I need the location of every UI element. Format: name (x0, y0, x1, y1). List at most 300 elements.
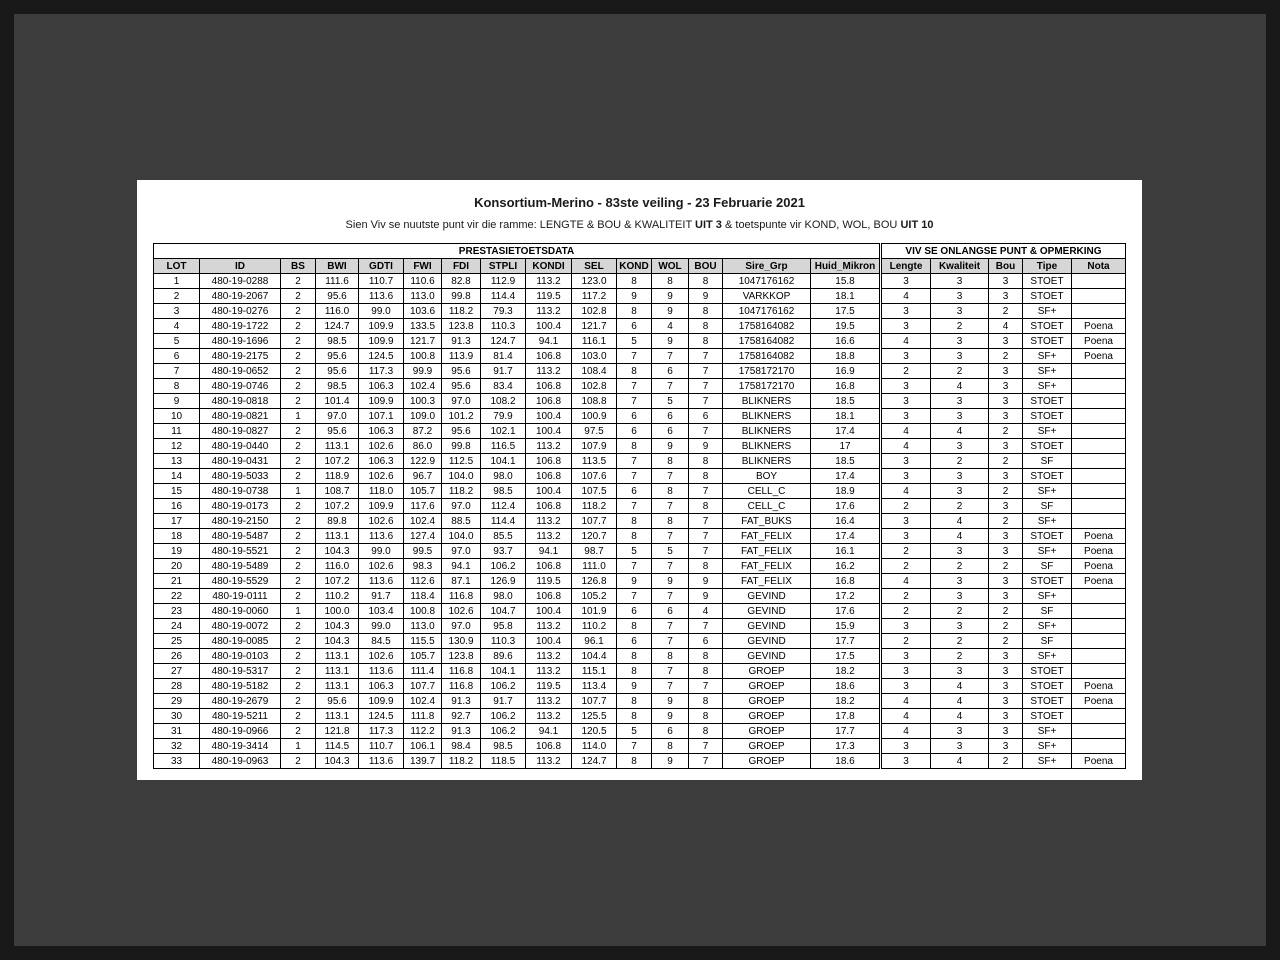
table-cell-kwaliteit: 3 (931, 544, 989, 559)
table-cell-lot: 12 (154, 439, 200, 454)
table-cell-stpli: 91.7 (481, 694, 526, 709)
table-cell-gdti: 113.6 (359, 754, 404, 769)
table-cell-bs: 2 (281, 499, 316, 514)
table-cell-fdi: 91.3 (442, 334, 481, 349)
table-cell-lengte: 3 (881, 274, 931, 289)
table-cell-kond: 7 (617, 379, 652, 394)
table-cell-bou: 3 (989, 544, 1023, 559)
table-cell-bou: 8 (689, 469, 723, 484)
table-cell-lot: 16 (154, 499, 200, 514)
table-cell-kondi: 106.8 (526, 499, 572, 514)
table-cell-sire-grp: BLIKNERS (723, 394, 811, 409)
table-cell-bou: 8 (689, 724, 723, 739)
table-cell-sel: 113.4 (572, 679, 617, 694)
table-cell-lot: 8 (154, 379, 200, 394)
table-cell-kond: 8 (617, 514, 652, 529)
table-cell-lengte: 4 (881, 694, 931, 709)
table-cell-fwi: 113.0 (404, 289, 442, 304)
table-cell-tipe: SF+ (1023, 349, 1072, 364)
table-cell-lengte: 4 (881, 334, 931, 349)
table-cell-lot: 20 (154, 559, 200, 574)
table-cell-gdti: 91.7 (359, 589, 404, 604)
table-cell-bou: 9 (689, 289, 723, 304)
column-header-bou: BOU (689, 259, 723, 274)
column-header-kwaliteit: Kwaliteit (931, 259, 989, 274)
table-cell-id: 480-19-0821 (200, 409, 281, 424)
table-cell-kondi: 100.4 (526, 484, 572, 499)
table-cell-fdi: 116.8 (442, 664, 481, 679)
table-row (154, 649, 1126, 664)
table-cell-nota: Poena (1072, 334, 1126, 349)
table-cell-stpli: 114.4 (481, 514, 526, 529)
table-cell-fdi: 123.8 (442, 319, 481, 334)
table-cell-lengte: 3 (881, 319, 931, 334)
table-cell-bs: 2 (281, 724, 316, 739)
table-cell-tipe: STOET (1023, 664, 1072, 679)
table-cell-lengte: 3 (881, 529, 931, 544)
table-cell-tipe: SF+ (1023, 514, 1072, 529)
table-cell-nota: Poena (1072, 754, 1126, 769)
table-cell-bs: 2 (281, 454, 316, 469)
table-cell-wol: 9 (652, 574, 689, 589)
table-cell-lengte: 3 (881, 469, 931, 484)
table-cell-lot: 23 (154, 604, 200, 619)
table-cell-fwi: 112.2 (404, 724, 442, 739)
table-cell-gdti: 117.3 (359, 724, 404, 739)
table-cell-sire-grp: CELL_C (723, 484, 811, 499)
table-cell-bou: 8 (689, 304, 723, 319)
table-cell-stpli: 81.4 (481, 349, 526, 364)
table-cell-id: 480-19-5182 (200, 679, 281, 694)
table-cell-fdi: 130.9 (442, 634, 481, 649)
table-cell-fdi: 95.6 (442, 364, 481, 379)
table-cell-bwi: 110.2 (316, 589, 359, 604)
table-cell-huid-mikron: 17 (811, 439, 881, 454)
table-cell-bs: 2 (281, 424, 316, 439)
table-cell-kwaliteit: 3 (931, 409, 989, 424)
table-cell-kwaliteit: 2 (931, 364, 989, 379)
table-cell-sel: 111.0 (572, 559, 617, 574)
table-cell-bou: 3 (989, 409, 1023, 424)
table-cell-bwi: 95.6 (316, 424, 359, 439)
table-cell-kond: 6 (617, 634, 652, 649)
table-cell-bou: 7 (689, 364, 723, 379)
table-cell-bou: 7 (689, 739, 723, 754)
table-cell-stpli: 106.2 (481, 709, 526, 724)
table-cell-stpli: 95.8 (481, 619, 526, 634)
table-cell-sire-grp: FAT_FELIX (723, 574, 811, 589)
table-cell-gdti: 102.6 (359, 559, 404, 574)
table-cell-nota (1072, 634, 1126, 649)
table-cell-bwi: 101.4 (316, 394, 359, 409)
table-cell-bs: 2 (281, 544, 316, 559)
table-row (154, 754, 1126, 769)
table-cell-stpli: 106.2 (481, 679, 526, 694)
table-cell-lot: 13 (154, 454, 200, 469)
table-cell-tipe: SF (1023, 559, 1072, 574)
table-cell-bou: 8 (689, 334, 723, 349)
table-cell-id: 480-19-0746 (200, 379, 281, 394)
table-cell-kwaliteit: 3 (931, 664, 989, 679)
column-header-lengte: Lengte (881, 259, 931, 274)
table-cell-huid-mikron: 16.8 (811, 574, 881, 589)
table-cell-lengte: 2 (881, 364, 931, 379)
table-row (154, 559, 1126, 574)
table-cell-wol: 8 (652, 739, 689, 754)
table-cell-lot: 3 (154, 304, 200, 319)
table-cell-bs: 2 (281, 634, 316, 649)
table-cell-bou: 7 (689, 514, 723, 529)
table-row (154, 709, 1126, 724)
table-cell-kondi: 113.2 (526, 619, 572, 634)
table-cell-kwaliteit: 3 (931, 304, 989, 319)
table-cell-kwaliteit: 4 (931, 514, 989, 529)
table-cell-wol: 7 (652, 469, 689, 484)
subtitle-text: & toetspunte vir KOND, WOL, BOU (721, 219, 901, 231)
table-row (154, 529, 1126, 544)
table-cell-wol: 9 (652, 754, 689, 769)
table-cell-fwi: 98.3 (404, 559, 442, 574)
table-cell-fwi: 111.4 (404, 664, 442, 679)
table-head (154, 244, 1126, 274)
column-header-bwi: BWI (316, 259, 359, 274)
table-cell-nota (1072, 484, 1126, 499)
table-cell-bs: 2 (281, 619, 316, 634)
table-cell-sel: 120.5 (572, 724, 617, 739)
table-cell-fdi: 98.4 (442, 739, 481, 754)
table-cell-fwi: 100.3 (404, 394, 442, 409)
table-cell-bou: 9 (689, 439, 723, 454)
table-cell-bou: 9 (689, 589, 723, 604)
table-cell-lot: 14 (154, 469, 200, 484)
table-cell-bs: 2 (281, 679, 316, 694)
table-cell-kwaliteit: 3 (931, 394, 989, 409)
table-cell-huid-mikron: 17.4 (811, 529, 881, 544)
table-cell-stpli: 79.3 (481, 304, 526, 319)
table-cell-lengte: 4 (881, 289, 931, 304)
table-cell-tipe: SF+ (1023, 304, 1072, 319)
table-cell-fdi: 116.8 (442, 589, 481, 604)
table-cell-huid-mikron: 15.8 (811, 274, 881, 289)
table-cell-fwi: 110.6 (404, 274, 442, 289)
table-cell-fwi: 127.4 (404, 529, 442, 544)
table-cell-id: 480-19-0103 (200, 649, 281, 664)
table-cell-fwi: 103.6 (404, 304, 442, 319)
table-cell-gdti: 109.9 (359, 499, 404, 514)
table-cell-lot: 6 (154, 349, 200, 364)
table-cell-fwi: 99.9 (404, 364, 442, 379)
table-cell-nota (1072, 499, 1126, 514)
column-header-fwi: FWI (404, 259, 442, 274)
table-cell-bs: 2 (281, 439, 316, 454)
table-cell-fwi: 107.7 (404, 679, 442, 694)
table-cell-gdti: 99.0 (359, 619, 404, 634)
table-cell-kwaliteit: 2 (931, 559, 989, 574)
table-cell-bwi: 111.6 (316, 274, 359, 289)
table-cell-lengte: 4 (881, 439, 931, 454)
table-cell-sire-grp: GROEP (723, 679, 811, 694)
table-cell-bou: 3 (989, 664, 1023, 679)
table-cell-bou: 7 (689, 379, 723, 394)
table-cell-gdti: 113.6 (359, 529, 404, 544)
table-cell-nota (1072, 664, 1126, 679)
table-cell-bou: 7 (689, 424, 723, 439)
table-cell-fwi: 109.0 (404, 409, 442, 424)
table-cell-fdi: 95.6 (442, 379, 481, 394)
column-header-nota: Nota (1072, 259, 1126, 274)
table-cell-gdti: 109.9 (359, 319, 404, 334)
table-cell-tipe: SF+ (1023, 364, 1072, 379)
table-cell-bwi: 107.2 (316, 454, 359, 469)
table-cell-sel: 100.9 (572, 409, 617, 424)
table-cell-sel: 107.7 (572, 694, 617, 709)
table-cell-fwi: 115.5 (404, 634, 442, 649)
table-cell-bou: 2 (989, 604, 1023, 619)
table-cell-nota (1072, 394, 1126, 409)
table-cell-bwi: 104.3 (316, 619, 359, 634)
table-cell-bwi: 104.3 (316, 754, 359, 769)
table-cell-sire-grp: BLIKNERS (723, 409, 811, 424)
table-cell-kond: 6 (617, 409, 652, 424)
table-cell-wol: 7 (652, 664, 689, 679)
table-cell-stpli: 104.1 (481, 664, 526, 679)
table-cell-id: 480-19-0111 (200, 589, 281, 604)
table-cell-gdti: 106.3 (359, 679, 404, 694)
table-cell-kondi: 113.2 (526, 364, 572, 379)
table-cell-stpli: 104.7 (481, 604, 526, 619)
table-cell-huid-mikron: 16.9 (811, 364, 881, 379)
table-cell-huid-mikron: 18.9 (811, 484, 881, 499)
table-cell-tipe: SF+ (1023, 724, 1072, 739)
table-cell-tipe: STOET (1023, 679, 1072, 694)
table-cell-tipe: SF (1023, 634, 1072, 649)
table-cell-kondi: 113.2 (526, 529, 572, 544)
table-cell-huid-mikron: 16.8 (811, 379, 881, 394)
table-cell-wol: 8 (652, 514, 689, 529)
table-cell-fdi: 97.0 (442, 499, 481, 514)
table-cell-kondi: 106.8 (526, 454, 572, 469)
table-row (154, 424, 1126, 439)
table-cell-tipe: STOET (1023, 694, 1072, 709)
table-cell-fwi: 112.6 (404, 574, 442, 589)
table-cell-kwaliteit: 2 (931, 634, 989, 649)
table-cell-kwaliteit: 4 (931, 529, 989, 544)
table-cell-sire-grp: BLIKNERS (723, 454, 811, 469)
column-header-row (154, 259, 1126, 274)
table-cell-stpli: 124.7 (481, 334, 526, 349)
table-cell-lengte: 3 (881, 679, 931, 694)
table-cell-fdi: 123.8 (442, 649, 481, 664)
table-cell-sel: 103.0 (572, 349, 617, 364)
table-row (154, 589, 1126, 604)
table-cell-bs: 2 (281, 649, 316, 664)
table-cell-bwi: 95.6 (316, 289, 359, 304)
table-cell-nota (1072, 274, 1126, 289)
table-cell-kond: 7 (617, 499, 652, 514)
table-cell-nota (1072, 514, 1126, 529)
table-cell-sel: 105.2 (572, 589, 617, 604)
table-cell-sel: 114.0 (572, 739, 617, 754)
table-cell-bou: 3 (989, 739, 1023, 754)
table-cell-fdi: 101.2 (442, 409, 481, 424)
table-cell-lengte: 4 (881, 484, 931, 499)
table-cell-bou: 3 (989, 724, 1023, 739)
table-cell-fdi: 82.8 (442, 274, 481, 289)
table-cell-bou: 2 (989, 559, 1023, 574)
table-cell-huid-mikron: 17.2 (811, 589, 881, 604)
table-cell-kondi: 113.2 (526, 694, 572, 709)
table-cell-bou: 3 (989, 394, 1023, 409)
table-cell-nota (1072, 454, 1126, 469)
table-cell-kondi: 113.2 (526, 649, 572, 664)
table-cell-kond: 8 (617, 439, 652, 454)
table-row (154, 304, 1126, 319)
table-cell-kond: 7 (617, 739, 652, 754)
table-cell-tipe: STOET (1023, 394, 1072, 409)
table-cell-fdi: 116.8 (442, 679, 481, 694)
column-header-kondi: KONDI (526, 259, 572, 274)
table-cell-kwaliteit: 3 (931, 589, 989, 604)
table-cell-fdi: 97.0 (442, 394, 481, 409)
table-cell-gdti: 109.9 (359, 694, 404, 709)
table-cell-bou: 7 (689, 619, 723, 634)
table-cell-bou: 8 (689, 319, 723, 334)
table-cell-tipe: SF+ (1023, 754, 1072, 769)
document-title: Konsortium-Merino - 83ste veiling - 23 Februarie 2021 (474, 195, 805, 210)
table-cell-lot: 9 (154, 394, 200, 409)
table-cell-bwi: 95.6 (316, 349, 359, 364)
table-cell-sel: 108.4 (572, 364, 617, 379)
table-cell-sire-grp: VARKKOP (723, 289, 811, 304)
table-cell-bou: 8 (689, 649, 723, 664)
table-cell-bs: 2 (281, 334, 316, 349)
table-cell-gdti: 124.5 (359, 349, 404, 364)
table-cell-kondi: 119.5 (526, 679, 572, 694)
group-header-viv-se-onlangse-punt-opmerking: VIV SE ONLANGSE PUNT & OPMERKING (881, 244, 1126, 259)
table-cell-tipe: SF+ (1023, 589, 1072, 604)
table-cell-sire-grp: 1758172170 (723, 379, 811, 394)
table-cell-kond: 8 (617, 529, 652, 544)
table-cell-lot: 27 (154, 664, 200, 679)
table-cell-stpli: 110.3 (481, 319, 526, 334)
table-cell-sel: 107.5 (572, 484, 617, 499)
table-cell-gdti: 102.6 (359, 469, 404, 484)
table-cell-sire-grp: 1758164082 (723, 319, 811, 334)
table-cell-lot: 2 (154, 289, 200, 304)
table-cell-nota (1072, 739, 1126, 754)
table-cell-kond: 7 (617, 589, 652, 604)
table-row (154, 574, 1126, 589)
table-cell-lengte: 2 (881, 634, 931, 649)
table-cell-kondi: 119.5 (526, 289, 572, 304)
table-cell-bs: 2 (281, 514, 316, 529)
table-cell-bou: 8 (689, 559, 723, 574)
table-cell-lot: 24 (154, 619, 200, 634)
table-cell-fwi: 105.7 (404, 649, 442, 664)
table-cell-id: 480-19-1722 (200, 319, 281, 334)
table-cell-nota (1072, 619, 1126, 634)
table-cell-kond: 8 (617, 274, 652, 289)
table-cell-fwi: 121.7 (404, 334, 442, 349)
table-cell-kondi: 100.4 (526, 409, 572, 424)
table-cell-sel: 124.7 (572, 754, 617, 769)
table-cell-bou: 3 (989, 439, 1023, 454)
table-cell-kondi: 113.2 (526, 304, 572, 319)
table-cell-id: 480-19-5489 (200, 559, 281, 574)
table-cell-lot: 1 (154, 274, 200, 289)
table-cell-kwaliteit: 3 (931, 439, 989, 454)
table-cell-wol: 6 (652, 724, 689, 739)
table-cell-lot: 4 (154, 319, 200, 334)
table-row (154, 394, 1126, 409)
column-header-wol: WOL (652, 259, 689, 274)
table-cell-lengte: 2 (881, 559, 931, 574)
table-cell-wol: 6 (652, 409, 689, 424)
table-cell-bs: 2 (281, 319, 316, 334)
table-cell-sel: 113.5 (572, 454, 617, 469)
table-cell-bou: 7 (689, 544, 723, 559)
table-row (154, 439, 1126, 454)
table-cell-bwi: 107.2 (316, 574, 359, 589)
table-cell-huid-mikron: 18.1 (811, 289, 881, 304)
table-cell-lot: 11 (154, 424, 200, 439)
table-row (154, 289, 1126, 304)
table-cell-fdi: 102.6 (442, 604, 481, 619)
table-cell-bs: 2 (281, 664, 316, 679)
table-cell-sire-grp: GEVIND (723, 589, 811, 604)
table-cell-bou: 8 (689, 274, 723, 289)
table-cell-sel: 126.8 (572, 574, 617, 589)
table-cell-bwi: 113.1 (316, 529, 359, 544)
table-cell-huid-mikron: 17.7 (811, 634, 881, 649)
table-cell-bwi: 113.1 (316, 439, 359, 454)
table-cell-stpli: 98.0 (481, 469, 526, 484)
table-cell-wol: 7 (652, 529, 689, 544)
table-cell-lengte: 4 (881, 709, 931, 724)
table-cell-nota: Poena (1072, 319, 1126, 334)
table-cell-stpli: 98.5 (481, 739, 526, 754)
table-cell-lot: 32 (154, 739, 200, 754)
table-cell-wol: 9 (652, 439, 689, 454)
table-cell-bou: 2 (989, 619, 1023, 634)
table-cell-huid-mikron: 17.7 (811, 724, 881, 739)
table-cell-nota (1072, 469, 1126, 484)
table-cell-kondi: 94.1 (526, 724, 572, 739)
table-cell-sire-grp: FAT_FELIX (723, 544, 811, 559)
table-cell-kwaliteit: 2 (931, 604, 989, 619)
table-cell-id: 480-19-5521 (200, 544, 281, 559)
table-cell-nota (1072, 379, 1126, 394)
table-cell-wol: 7 (652, 619, 689, 634)
table-row (154, 664, 1126, 679)
table-cell-nota: Poena (1072, 694, 1126, 709)
table-cell-gdti: 106.3 (359, 424, 404, 439)
table-cell-kondi: 94.1 (526, 334, 572, 349)
table-cell-sire-grp: GEVIND (723, 634, 811, 649)
table-cell-sire-grp: 1047176162 (723, 304, 811, 319)
table-cell-wol: 9 (652, 334, 689, 349)
table-cell-kwaliteit: 3 (931, 574, 989, 589)
table-cell-tipe: SF (1023, 499, 1072, 514)
table-cell-fdi: 91.3 (442, 724, 481, 739)
table-cell-bwi: 95.6 (316, 694, 359, 709)
table-cell-fwi: 87.2 (404, 424, 442, 439)
table-cell-tipe: STOET (1023, 439, 1072, 454)
performance-data-table (153, 243, 1126, 769)
table-cell-kwaliteit: 2 (931, 649, 989, 664)
table-cell-tipe: STOET (1023, 529, 1072, 544)
table-cell-kond: 5 (617, 334, 652, 349)
